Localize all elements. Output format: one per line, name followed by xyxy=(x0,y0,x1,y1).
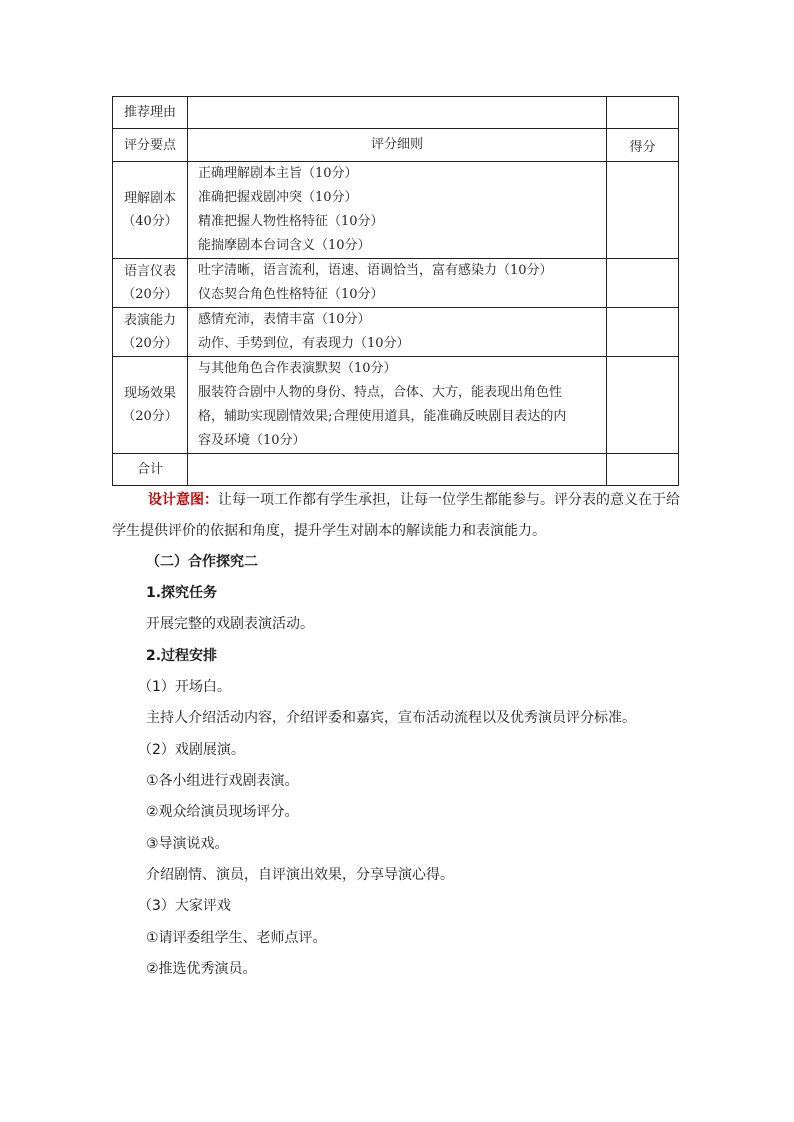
scoring-rubric-table xyxy=(112,96,679,486)
details-cell xyxy=(188,308,607,357)
process-text: ②推选优秀演员。 xyxy=(146,961,257,977)
detail-item: 服装符合剧中人物的身份、特点，合体、大方，能表现出角色性 xyxy=(198,385,563,400)
process-step: （1）开场白。 xyxy=(138,679,231,695)
category-points: （20分） xyxy=(122,409,178,424)
detail-item: 能揣摩剧本台词含义（10分） xyxy=(198,238,371,253)
details-cell xyxy=(188,162,607,259)
score-cell xyxy=(607,162,679,259)
category-name: 理解剧本 xyxy=(123,191,176,206)
category-name: 现场效果 xyxy=(123,386,176,401)
category-name: 表演能力 xyxy=(123,313,176,328)
category-cell xyxy=(113,162,188,259)
total-content xyxy=(188,454,607,486)
design-intent-line2: 学生提供评价的依据和角度，提升学生对剧本的解读能力和表演能力。 xyxy=(112,523,546,539)
recommend-label: 推荐理由 xyxy=(113,97,188,129)
details-cell xyxy=(188,259,607,308)
table-row xyxy=(113,308,679,357)
category-points: （20分） xyxy=(122,287,178,302)
detail-item: 仪态契合角色性格特征（10分） xyxy=(198,287,384,302)
detail-item: 正确理解剧本主旨（10分） xyxy=(198,166,358,181)
detail-item: 容及环境（10分） xyxy=(198,433,306,448)
section-title: （二）合作探究二 xyxy=(146,554,258,570)
detail-item: 与其他角色合作表演默契（10分） xyxy=(198,361,397,376)
detail-item: 格，辅助实现剧情效果;合理使用道具，能准确反映剧目表达的内 xyxy=(198,409,567,424)
recommend-content xyxy=(188,97,607,129)
process-text: ①请评委组学生、老师点评。 xyxy=(146,930,327,946)
table-row xyxy=(113,259,679,308)
table-row xyxy=(113,357,679,454)
recommend-score xyxy=(607,97,679,129)
detail-item: 动作、手势到位，有表现力（10分） xyxy=(198,336,410,351)
task-text: 开展完整的戏剧表演活动。 xyxy=(146,616,314,632)
detail-item: 精准把握人物性格特征（10分） xyxy=(198,214,384,229)
score-cell xyxy=(607,357,679,454)
process-text: 介绍剧情、演员，自评演出效果，分享导演心得。 xyxy=(146,867,454,883)
process-text: ②观众给演员现场评分。 xyxy=(146,804,299,820)
design-intent-line1 xyxy=(112,489,682,509)
detail-item: 吐字清晰，语言流利，语速、语调恰当，富有感染力（10分） xyxy=(198,263,553,278)
process-text: ③导演说戏。 xyxy=(146,836,229,852)
process-heading: 2.过程安排 xyxy=(146,648,218,664)
category-points: （40分） xyxy=(122,214,178,229)
total-score xyxy=(607,454,679,486)
design-intent-label: 设计意图： xyxy=(148,492,218,508)
score-cell xyxy=(607,308,679,357)
category-cell xyxy=(113,259,188,308)
recommend-row xyxy=(113,97,679,129)
score-cell xyxy=(607,259,679,308)
process-text: 主持人介绍活动内容，介绍评委和嘉宾，宣布活动流程以及优秀演员评分标准。 xyxy=(146,710,636,726)
category-name: 语言仪表 xyxy=(123,264,176,279)
header-score: 得分 xyxy=(607,129,679,162)
table-header-row xyxy=(113,129,679,162)
category-cell xyxy=(113,308,188,357)
process-step: （2）戏剧展演。 xyxy=(138,742,245,758)
detail-item: 感情充沛，表情丰富（10分） xyxy=(198,312,371,327)
table-row xyxy=(113,162,679,259)
detail-item: 准确把握戏剧冲突（10分） xyxy=(198,190,358,205)
process-text: ①各小组进行戏剧表演。 xyxy=(146,773,299,789)
category-points: （20分） xyxy=(122,336,178,351)
task-heading: 1.探究任务 xyxy=(146,585,218,601)
details-cell xyxy=(188,357,607,454)
header-details: 评分细则 xyxy=(188,129,607,162)
design-intent-text: 让每一项工作都有学生承担，让每一位学生都能参与。评分表的意义在于给 xyxy=(218,492,680,508)
header-key-points: 评分要点 xyxy=(113,129,188,162)
total-row xyxy=(113,454,679,486)
total-label: 合计 xyxy=(113,454,188,486)
process-step: （3）大家评戏 xyxy=(138,898,231,914)
category-cell xyxy=(113,357,188,454)
